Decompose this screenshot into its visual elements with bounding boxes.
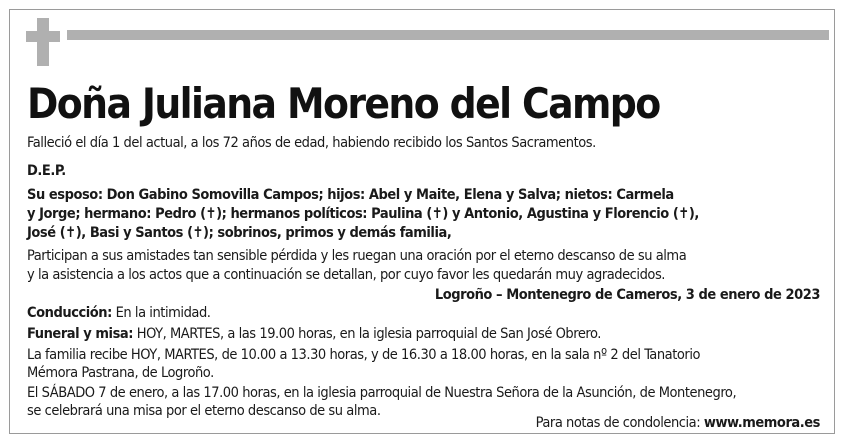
death-notice-line: Falleció el día 1 del actual, a los 72 años de edad, habiendo recibido los Santos Sacramentos.	[27, 135, 596, 151]
condolence-link[interactable]: www.memora.es	[703, 415, 820, 431]
family-line-2: y Jorge; hermano: Pedro (✝); hermanos políticos: Paulina (✝) y Antonio, Agustina y Florencio (✝),	[27, 206, 699, 222]
latin-cross-icon	[26, 18, 60, 66]
place-date: Logroño – Montenegro de Cameros, 3 de enero de 2023	[434, 287, 820, 303]
visitation-line-2: Mémora Pastrana, de Logroño.	[27, 365, 214, 381]
header-rule	[67, 30, 829, 40]
funeral-text: HOY, MARTES, a las 19.00 horas, en la iglesia parroquial de San José Obrero.	[133, 326, 601, 342]
mass-line-2: se celebrará una misa por el eterno descanso de su alma.	[27, 403, 381, 419]
mass-line-1: El SÁBADO 7 de enero, a las 17.00 horas, en la iglesia parroquial de Nuestra Señora de la Asunción, de Montenegro,	[27, 385, 737, 401]
family-line-3: José (✝), Basi y Santos (✝); sobrinos, primos y demás familia,	[27, 225, 452, 241]
message-line-2: y la asistencia a los actos que a continuación se detallan, por cuyo favor les quedarán muy agradecidos.	[27, 267, 665, 283]
visitation-line-1: La familia recibe HOY, MARTES, de 10.00 a 13.30 horas, y de 16.30 a 18.00 horas, en la sala nº 2 del Tanatorio	[27, 347, 701, 363]
funeral-line	[27, 325, 601, 343]
conduccion-label: Conducción:	[27, 305, 112, 321]
family-line-1: Su esposo: Don Gabino Somovilla Campos; hijos: Abel y Maite, Elena y Salva; nietos: Carmela	[27, 187, 674, 203]
conduccion-text: En la intimidad.	[111, 305, 211, 321]
condolence-line	[27, 414, 820, 432]
funeral-label: Funeral y misa:	[27, 326, 134, 342]
condolence-label: Para notas de condolencia:	[535, 415, 704, 431]
conduccion-line	[27, 304, 210, 322]
deceased-name: Doña Juliana Moreno del Campo	[27, 79, 660, 128]
message-line-1: Participan a sus amistades tan sensible pérdida y les ruegan una oración por el eterno descanso de su alma	[27, 248, 687, 264]
dep-label: D.E.P.	[27, 163, 66, 179]
